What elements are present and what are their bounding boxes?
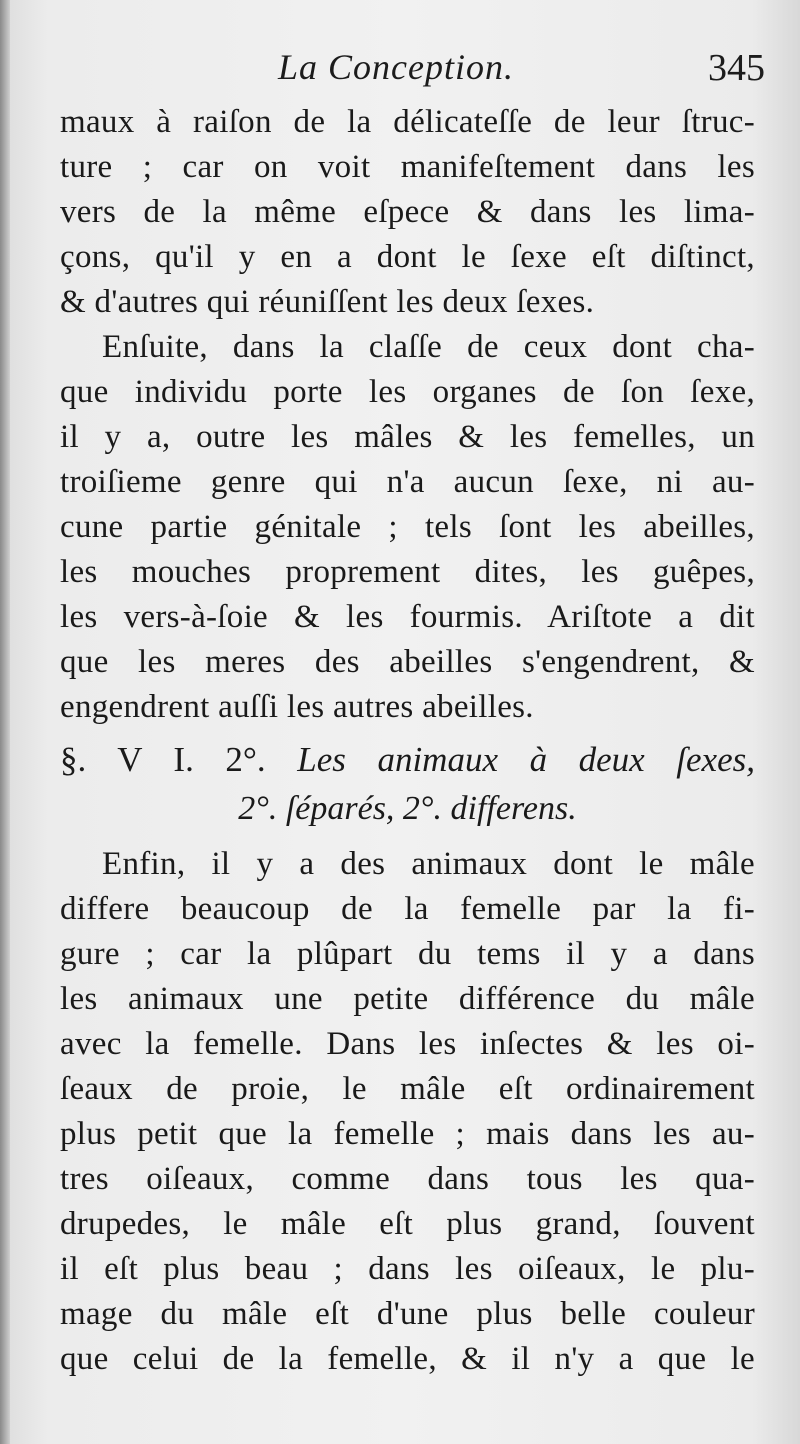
text-line: troiſieme genre qui n'a aucun ſexe, ni au- [60,464,755,500]
section-heading [60,736,755,784]
page-edge-shadow [0,0,10,1444]
page-number: 345 [708,47,765,89]
text-line: les animaux une petite différence du mâle [60,981,755,1017]
text-line: que celui de la femelle, & il n'y a que le [60,1341,755,1377]
paragraph-3 [60,842,755,1382]
page-header [60,46,765,96]
text-line: les mouches proprement dites, les guêpes, [60,554,755,590]
text-line: ture ; car on voit manifeſtement dans les [60,149,755,185]
text-line: & d'autres qui réuniſſent les deux ſexes. [60,284,595,320]
text-line: tres oiſeaux, comme dans tous les qua- [60,1161,755,1197]
body-text [60,100,755,1382]
text-line: ſeaux de proie, le mâle eſt ordinairement [60,1071,755,1107]
paragraph-1 [60,100,755,325]
text-line: mage du mâle eſt d'une plus belle couleur [60,1296,755,1332]
section-number: §. V I. 2°. [60,740,266,779]
text-line: maux à raiſon de la délicateſſe de leur ſtruc- [60,104,755,140]
text-line: çons, qu'il y en a dont le ſexe eſt diſtinct, [60,239,755,275]
text-line: que individu porte les organes de ſon ſexe, [60,374,755,410]
text-line: vers de la même eſpece & dans les lima- [60,194,755,230]
text-line: Enſuite, dans la claſſe de ceux dont cha- [102,329,755,365]
text-line: gure ; car la plûpart du tems il y a dans [60,936,755,972]
text-line: que les meres des abeilles s'engendrent, & [60,644,755,680]
section-title: Les animaux à deux ſexes, [297,740,755,779]
text-line: avec la femelle. Dans les inſectes & les oi- [60,1026,755,1062]
text-line: plus petit que la femelle ; mais dans les au- [60,1116,755,1152]
text-line: il eſt plus beau ; dans les oiſeaux, le plu- [60,1251,755,1287]
text-line: engendrent auſſi les autres abeilles. [60,689,534,725]
running-title: La Conception. [278,47,514,87]
paragraph-2 [60,325,755,730]
text-line: Enfin, il y a des animaux dont le mâle [102,846,755,882]
text-line: drupedes, le mâle eſt plus grand, ſouvent [60,1206,755,1242]
section-subtitle: 2°. ſéparés, 2°. differens. [238,790,577,827]
text-line: il y a, outre les mâles & les femelles, un [60,419,755,455]
text-line: les vers-à-ſoie & les fourmis. Ariſtote a dit [60,599,755,635]
text-line: cune partie génitale ; tels ſont les abeilles, [60,509,755,545]
text-line: differe beaucoup de la femelle par la fi- [60,891,755,927]
